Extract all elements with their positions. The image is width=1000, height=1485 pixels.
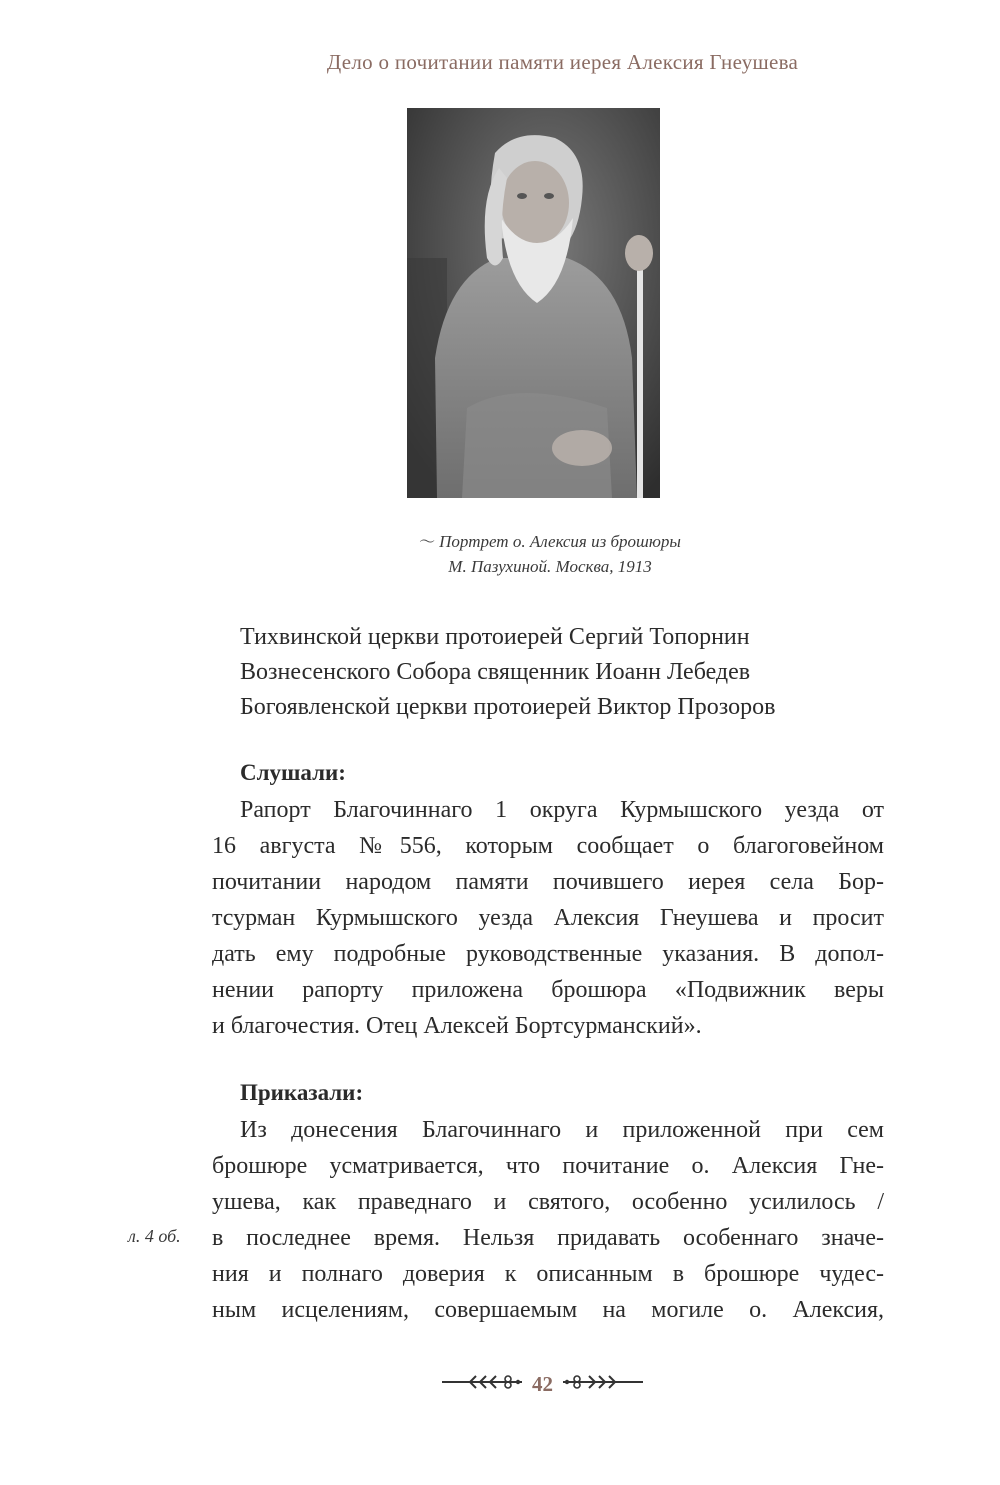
- heading-slushali: Слушали:: [240, 760, 346, 785]
- paragraph-line: Рапорт Благочиннаго 1 округа Курмышского уезда от: [240, 797, 884, 823]
- caption-line-1: Портрет о. Алексия из брошюры: [439, 532, 681, 551]
- attendee-line: Богоявленской церкви протоиерей Виктор Прозоров: [240, 694, 776, 720]
- paragraph-line: в последнее время. Нельзя придавать особеннаго значе-: [212, 1225, 884, 1251]
- paragraph-line: почитании народом памяти почившего иерея села Бор-: [212, 869, 884, 895]
- paragraph-line: Из донесения Благочиннаго и приложенной при сем: [240, 1117, 884, 1143]
- portrait-photo: [407, 108, 660, 498]
- section-slushali-text: [212, 792, 884, 1044]
- caption-swirl-ornament: 〜: [419, 534, 436, 551]
- caption-line-2: М. Пазухиной. Москва, 1913: [448, 557, 652, 576]
- heading-prikazali: Приказали:: [240, 1080, 364, 1105]
- photo-caption: [370, 530, 730, 579]
- paragraph-line: ушева, как праведнаго и святого, особенно усилилось /: [212, 1189, 884, 1215]
- attendee-line: Тихвинской церкви протоиерей Сергий Топорнин: [240, 624, 750, 650]
- paragraph-line: дать ему подробные руководственные указания. В допол-: [212, 941, 884, 967]
- attendees-list: [240, 620, 900, 725]
- margin-folio-note: л. 4 об.: [128, 1226, 181, 1246]
- left-ornament-icon: [442, 1374, 524, 1395]
- paragraph-line: ния и полнаго доверия к описанным в брошюре чудес-: [212, 1261, 884, 1287]
- section-prikazali-text: [212, 1112, 884, 1328]
- paragraph-line: 16 августа №556, которым сообщает о благоговейном: [212, 833, 884, 859]
- attendee-line: Вознесенского Собора священник Иоанн Лебедев: [240, 659, 751, 685]
- right-ornament-icon: [561, 1374, 643, 1395]
- page-footer: [0, 1372, 1000, 1397]
- paragraph-line: нении рапорту приложена брошюра «Подвижник веры: [212, 977, 884, 1003]
- paragraph-line: тсурман Курмышского уезда Алексия Гнеушева и просит: [212, 905, 884, 931]
- paragraph-line: ным исцелениям, совершаемым на могиле о. Алексия,: [212, 1297, 884, 1323]
- paragraph-line: и благочестия. Отец Алексей Бортсурманский».: [212, 1013, 702, 1039]
- paragraph-line: брошюре усматривается, что почитание о. Алексия Гне-: [212, 1153, 884, 1179]
- running-head: Дело о почитании памяти иерея Алексия Гнеушева: [326, 50, 799, 74]
- page-number: 42: [532, 1372, 553, 1396]
